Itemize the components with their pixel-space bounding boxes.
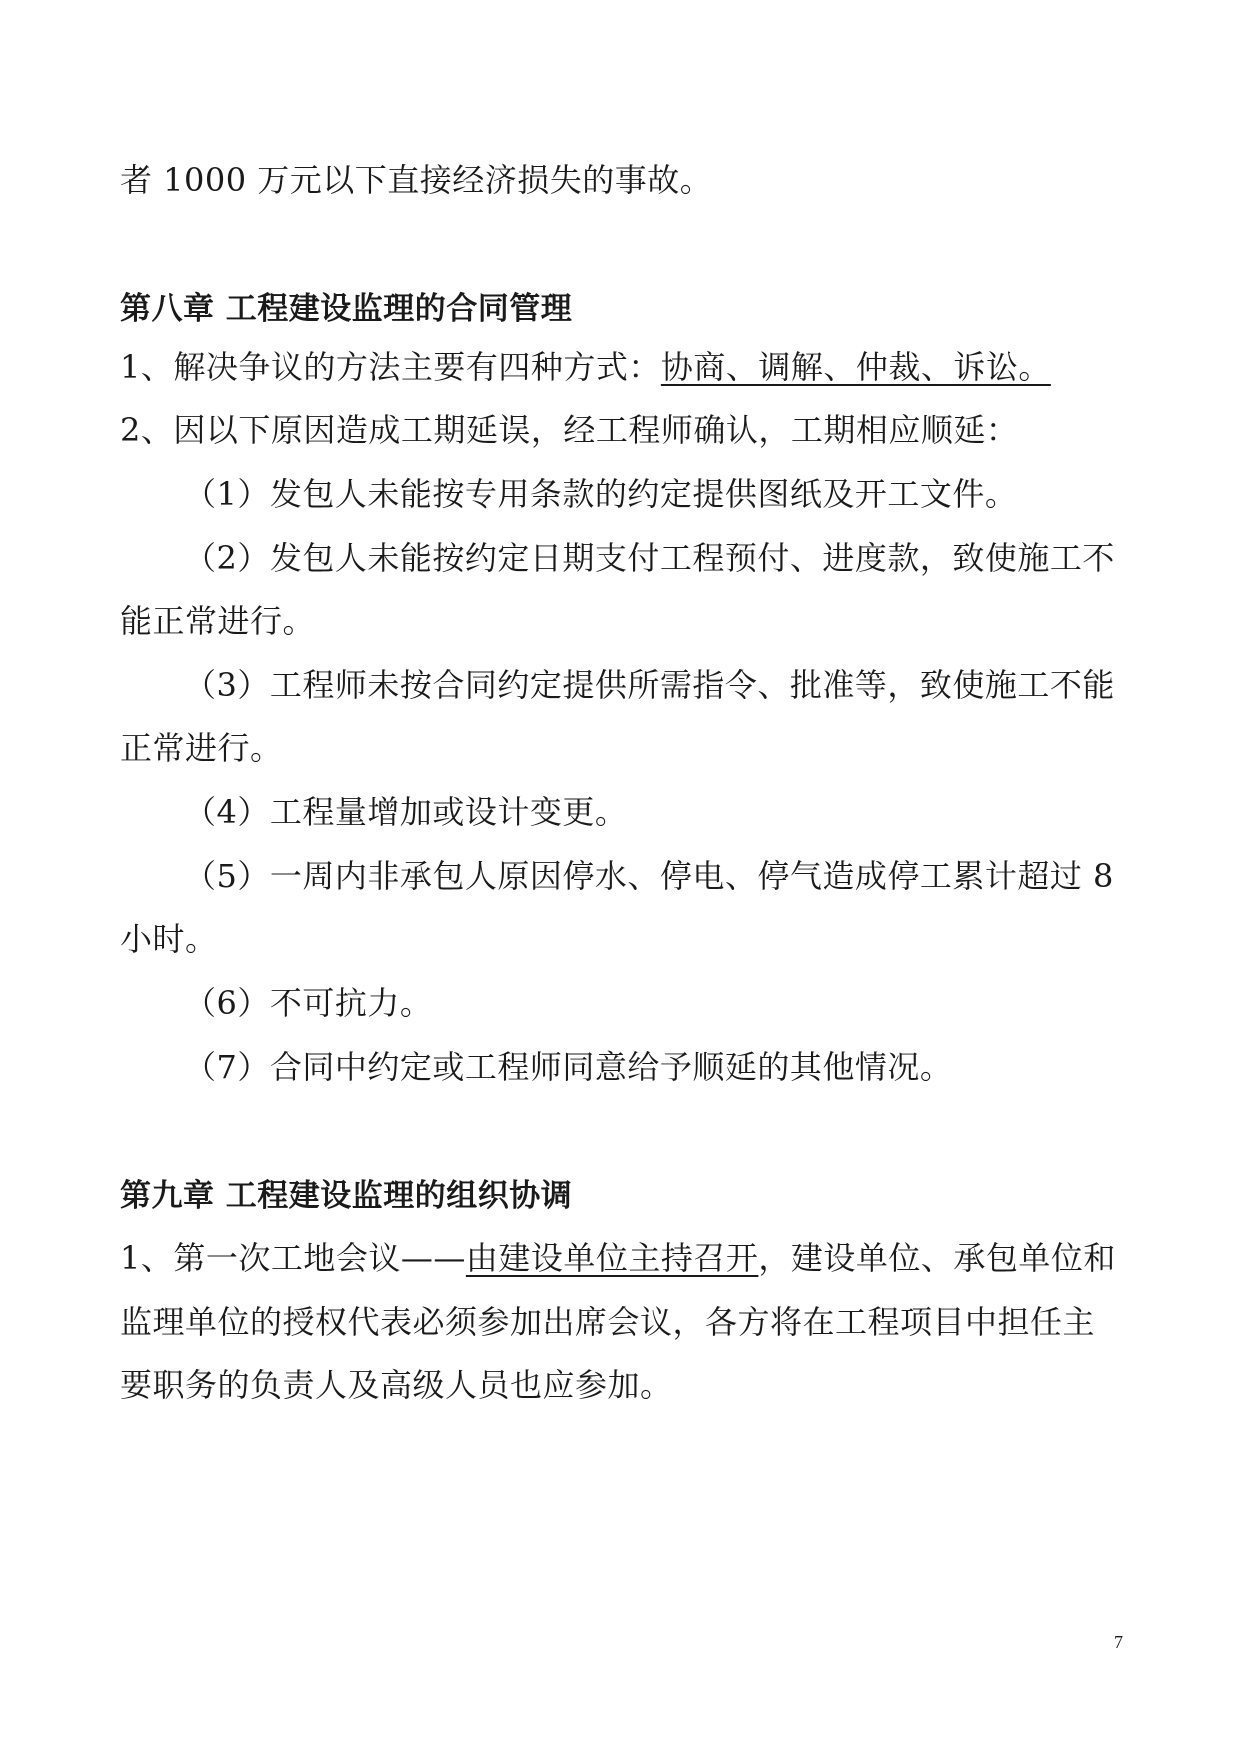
page-number: 7: [1114, 1632, 1123, 1652]
sub-item-2: （2）发包人未能按约定日期支付工程预付、进度款，致使施工不: [184, 539, 1115, 577]
item-1-text: 1、解决争议的方法主要有四种方式：: [120, 348, 661, 386]
item-1-answer: 由建设单位主持召开: [465, 1239, 759, 1277]
item-1-answer: 协商、调解、仲裁、诉讼。: [660, 348, 1051, 386]
chapter-9-item-1-cont-2: 要职务的负责人及高级人员也应参加。: [120, 1366, 673, 1404]
chapter-9-heading: 第九章 工程建设监理的组织协调: [120, 1178, 573, 1214]
chapter-8-item-1: [120, 347, 1051, 387]
paragraph-continuation: 者 1000 万元以下直接经济损失的事故。: [120, 161, 713, 199]
sub-item-2-cont: 能正常进行。: [120, 602, 316, 640]
sub-item-5: （5）一周内非承包人原因停水、停电、停气造成停工累计超过 8: [184, 857, 1114, 895]
sub-item-4: （4）工程量增加或设计变更。: [184, 793, 628, 831]
chapter-9-item-1-cont: 监理单位的授权代表必须参加出席会议，各方将在工程项目中担任主: [120, 1303, 1096, 1341]
sub-item-6: （6）不可抗力。: [184, 984, 433, 1022]
sub-item-5-cont: 小时。: [120, 920, 218, 958]
chapter-8-heading: 第八章 工程建设监理的合同管理: [120, 291, 573, 327]
sub-item-1: （1）发包人未能按专用条款的约定提供图纸及开工文件。: [184, 475, 1018, 513]
sub-item-7: （7）合同中约定或工程师同意给予顺延的其他情况。: [184, 1048, 953, 1086]
item-1-rest: ，建设单位、承包单位和: [758, 1239, 1116, 1277]
chapter-9-item-1: [120, 1238, 1116, 1278]
item-1-text: 1、第一次工地会议——: [120, 1239, 466, 1277]
sub-item-3: （3）工程师未按合同约定提供所需指令、批准等，致使施工不能: [184, 666, 1115, 704]
chapter-8-item-2: 2、因以下原因造成工期延误，经工程师确认，工期相应顺延：: [120, 411, 1019, 449]
sub-item-3-cont: 正常进行。: [120, 729, 283, 767]
